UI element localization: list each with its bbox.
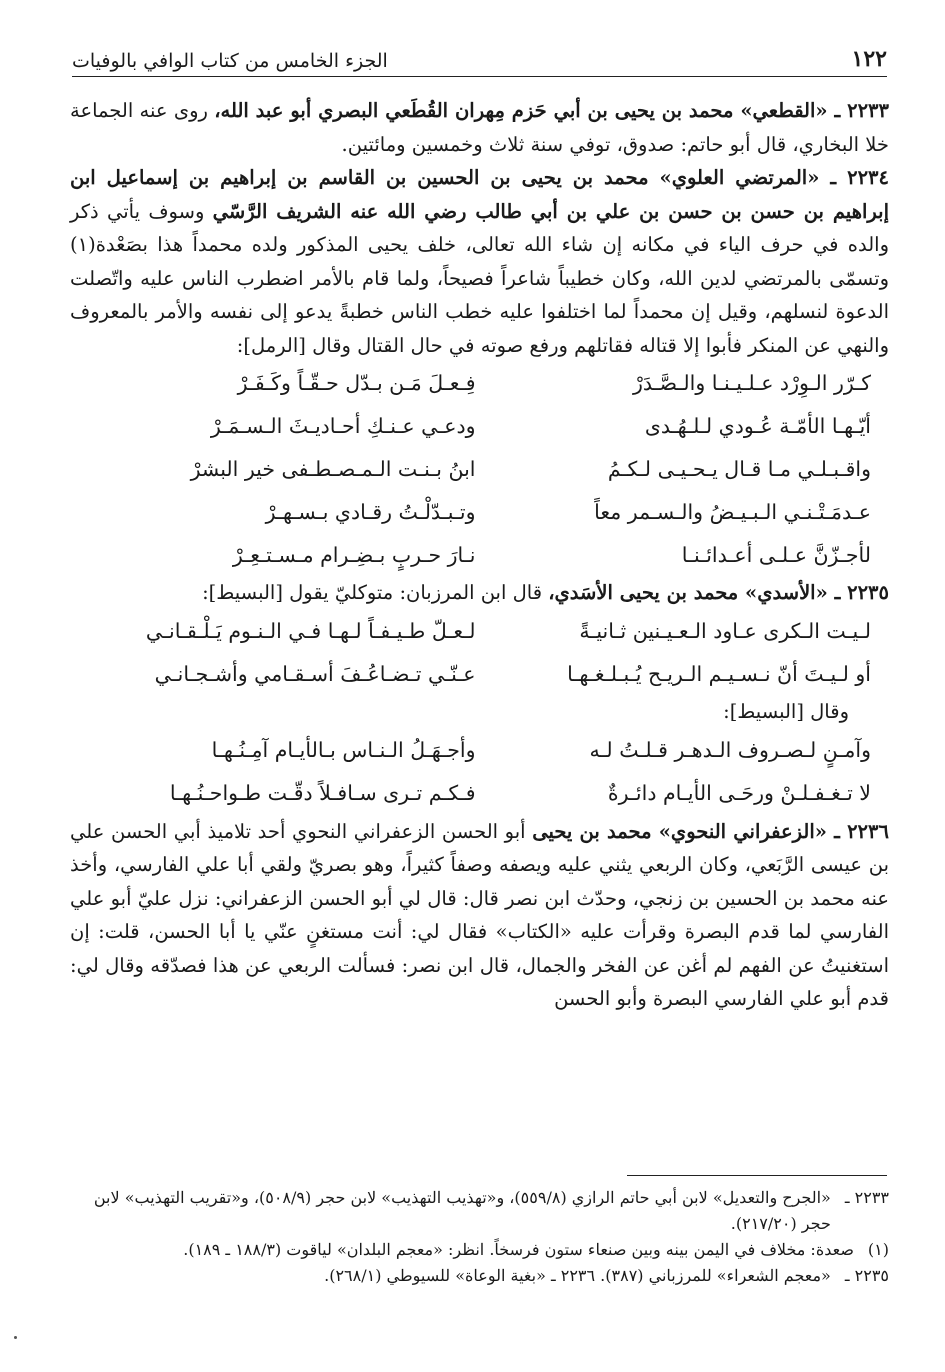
poem-2234 xyxy=(70,362,889,576)
footnotes xyxy=(80,1185,889,1289)
hemistich-second: وتـبـدّلْـتُ رقـادي بـسـهـرْ xyxy=(265,499,476,524)
entry-heading: ٢٢٣٤ ـ «المرتضي العلوي» محمد بن يحيى بن الحسين بن القاسم بن إبراهيم بن إسماعيل ابن إبراهيم بن حسن بن حسن بن علي بن أبي طالب رضي الله عنه الشريف الرَّسّي xyxy=(70,166,890,223)
footnote-text: صعدة: مخلاف في اليمن بينه وبين صنعاء ستون فرسخاً. انظر: «معجم البلدان» لياقوت (١٨٨/٣ ـ ١٨٩). xyxy=(183,1240,854,1259)
hemistich-second: وأجـهَـلُ الـنـاس بـالأيـام آمِـنُـهـا xyxy=(211,738,476,763)
hemistich-first: أو لـيـتَ أنّ نـسـيـم الـريـح يُـبـلـغـهـا xyxy=(567,661,871,686)
entry-text: أبو الحسن الزعفراني النحوي أحد تلاميذ أبي الحسن علي بن عيسى الرَّبَعي، وكان الربعي يثني عليه ويصفه وصفاً كثيراً، وهو بصريّ ولقي أبا علي الفارسي، وأخذ عنه محمد بن الحسين بن زنجي، وحدّث ابن نصر قال: قال لي أبو الحسن الزعفراني: نزل عليّ أبو علي الفارسي لما قدم البصرة وقرأت عليه «الكتاب» فقال لي: أنت مستغنٍ عنّي يا أبا الحسن، قلت: إن استغنيتُ عن الفهم لم أغن عن الفخر والجمال، قال ابن نصر: فسألت الربعي عن هذا فصدّقه وقال لي: قدم أبو علي الفارسي البصرة وأبو الحسن xyxy=(70,819,889,1011)
footnote xyxy=(80,1185,889,1237)
hemistich-first: واقـبـلـي مـا قـال يـحـيـى لـكـمُ xyxy=(607,456,871,481)
entry-2236 xyxy=(70,815,889,1016)
footnote-mark: ٢٢٣٥ ـ xyxy=(844,1266,889,1285)
hemistich-first: لأجـزّنَّ عـلـى أعـدائـنـا xyxy=(681,542,871,567)
verse-line xyxy=(70,729,889,772)
verse-line xyxy=(70,772,889,815)
entry-heading: ٢٢٣٦ ـ «الزعفراني النحوي» محمد بن يحيى xyxy=(532,819,889,843)
footnote-mark: ٢٢٣٣ ـ xyxy=(844,1188,889,1207)
hemistich-second: فـكـم تـرى سـافـلاً دقّـت طـواحـنُـهـا xyxy=(169,781,476,806)
hemistich-first: لـيـت الـكرى عـاود الـعـيـنين ثـانيـةً xyxy=(579,618,871,643)
footnote xyxy=(80,1263,889,1289)
hemistich-second: نـارَ حـربٍ بـضِـرام مـسـتـعِـرْ xyxy=(232,542,476,567)
verse-line xyxy=(70,448,889,491)
entry-text: روى عنه الجماعة خلا البخاري، قال أبو حاتم: صدوق، توفي سنة ثلاث وخمسين ومائتين. xyxy=(70,99,889,156)
verse-line xyxy=(70,652,889,695)
hemistich-second: فِـعـلَ مَـن بـدّل حـقّـاً وكَـفَـرْ xyxy=(237,371,476,396)
verse-line xyxy=(70,490,889,533)
verse-line xyxy=(70,362,889,405)
entry-2235 xyxy=(70,576,889,610)
footnote-text: «الجرح والتعديل» لابن أبي حاتم الرازي (٥٥٩/٨)، و«تهذيب التهذيب» لابن حجر (٥٠٨/٩)، و«تقريب التهذيب» لابن حجر (٢١٧/٢٠). xyxy=(93,1188,831,1233)
entry-2234 xyxy=(70,161,889,362)
hemistich-second: عـنّـي تـضـاعُـفَ أسـقـامي وأشـجـانـي xyxy=(154,661,476,686)
poem-2235-a xyxy=(70,609,889,695)
entry-text: قال ابن المرزبان: متوكليّ يقول [البسيط]: xyxy=(202,580,543,604)
hemistich-first: أيّـهـا الأمّـة عُـودي لـلـهُـدى xyxy=(644,414,871,439)
running-title: الجزء الخامس من كتاب الوافي بالوفيات xyxy=(72,50,388,72)
page-body xyxy=(70,94,889,1016)
hemistich-first: كـرّر الـوِرْد عـلـيـنـا والـصَّـدَرْ xyxy=(632,371,871,396)
footnote-separator xyxy=(627,1175,887,1176)
hemistich-first: عـدمَـتْـنـي الـبـيـضُ والـسـمر معاً xyxy=(594,499,871,524)
hemistich-second: ودعـي عـنـكِ أحـاديـثَ الـسـمَـرْ xyxy=(210,414,476,439)
hemistich-second: ابنُ بـنـت الـمـصـطـفى خير البشرْ xyxy=(190,456,476,481)
hemistich-first: وآمـنٍ لـصـروف الـدهـر قـلـتُ لـه xyxy=(589,738,871,763)
entry-heading: ٢٢٣٣ ـ «القطعي» محمد بن يحيى بن أبي حَزم مِهران القُطَعي البصري أبو عبد الله، xyxy=(214,99,889,122)
verse-line xyxy=(70,405,889,448)
footnote-text: «معجم الشعراء» للمرزباني (٣٨٧). ٢٢٣٦ ـ «بغية الوعاة» للسيوطي (٢٦٨/١). xyxy=(324,1266,831,1285)
entry-2233 xyxy=(70,94,889,161)
entry-heading: ٢٢٣٥ ـ «الأسدي» محمد بن يحيى الأسَدي، xyxy=(548,580,889,604)
page-header xyxy=(72,38,887,77)
scan-speck xyxy=(14,1336,17,1339)
footnote-mark: (١) xyxy=(867,1240,889,1259)
and-said-line: وقال [البسيط]: xyxy=(723,700,849,724)
verse-line xyxy=(70,609,889,652)
verse-line xyxy=(70,533,889,576)
footnote xyxy=(80,1237,889,1263)
entry-text: وسوف يأتي ذكر والده في حرف الياء في مكانه إن شاء الله تعالى، خلف يحيى المذكور ولده محمداً هذا بصَعْدة(١) وتسمّى بالمرتضي لدين الله، وكان خطيباً شاعراً فصيحاً، ولما قام بالأمر اضطرب الناس عليه واتّصلت الدعوة لنسلهم، وقيل إن محمداً لما اختلفوا عليه خطب الناس خطبةً يدعو إلى نفسه والأمر بالمعروف والنهي عن المنكر فأبوا إلا قتاله فقاتلهم ورفع صوته في حال القتال وقال [الرمل]: xyxy=(70,199,889,357)
hemistich-first: لا تـغـفـلـنْ ورحَـى الأيـام دائـرةٌ xyxy=(607,781,871,806)
poem-2235-b xyxy=(70,729,889,815)
page-number: ١٢٢ xyxy=(851,46,887,72)
hemistich-second: لـعـلّ طـيـفـاً لـهـا فـي الـنـوم يَـلْـقـانـي xyxy=(145,618,476,643)
